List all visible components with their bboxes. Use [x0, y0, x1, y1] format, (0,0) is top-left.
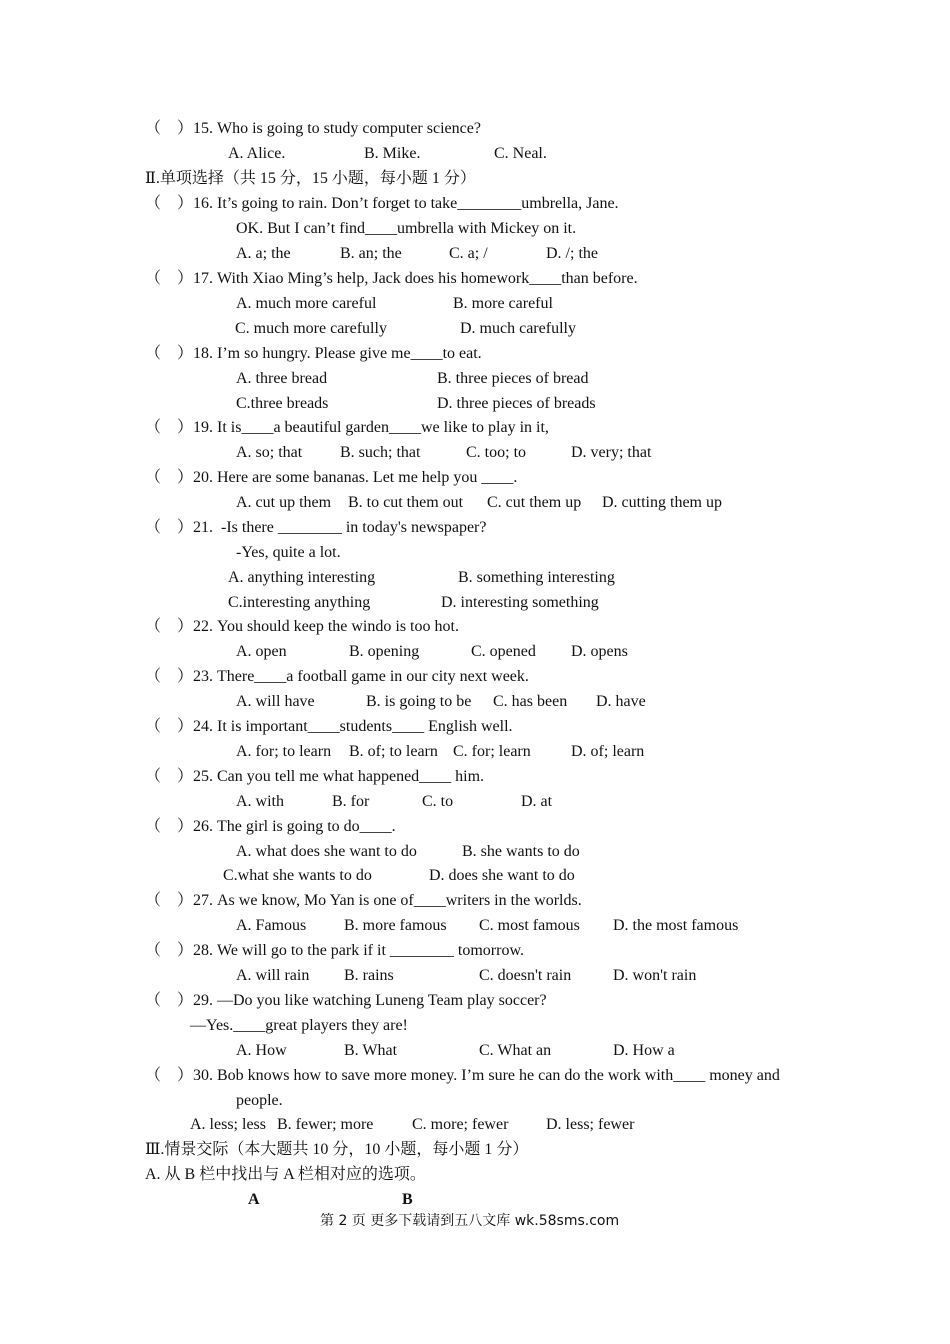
question-19: （ ）19. It is____a beautiful garden____we like to play in it,	[145, 419, 549, 436]
q27-option-d: D. the most famous	[613, 917, 739, 934]
question-18: （ ）18. I’m so hungry. Please give me____to eat.	[145, 345, 482, 362]
q17-option-d: D. much carefully	[460, 320, 576, 337]
q28-option-d: D. won't rain	[613, 967, 697, 984]
q20-option-d: D. cutting them up	[602, 494, 722, 511]
question-20: （ ）20. Here are some bananas. Let me help you ____.	[145, 469, 518, 486]
q28-option-a: A. will rain	[236, 967, 310, 984]
q17-option-b: B. more careful	[453, 295, 553, 312]
q25-option-d: D. at	[521, 793, 553, 810]
question-24: （ ）24. It is important____students____ English well.	[145, 718, 513, 735]
q20-option-c: C. cut them up	[487, 494, 582, 511]
q30-second-line: people.	[236, 1092, 283, 1109]
question-25: （ ）25. Can you tell me what happened____ him.	[145, 768, 485, 785]
q23-option-c: C. has been	[493, 693, 568, 710]
q28-option-b: B. rains	[344, 967, 394, 984]
question-26: （ ）26. The girl is going to do____.	[145, 818, 396, 835]
q18-option-b: B. three pieces of bread	[437, 370, 589, 387]
q21-second-line: -Yes, quite a lot.	[236, 544, 341, 561]
question-29: （ ）29. —Do you like watching Luneng Team play soccer?	[145, 992, 547, 1009]
column-b-header: B	[402, 1191, 413, 1208]
q27-option-c: C. most famous	[479, 917, 580, 934]
q27-option-a: A. Famous	[236, 917, 307, 934]
question-17: （ ）17. With Xiao Ming’s help, Jack does his homework____than before.	[145, 270, 638, 287]
q25-option-a: A. with	[236, 793, 284, 810]
q29-option-d: D. How a	[613, 1042, 675, 1059]
q19-option-c: C. too; to	[466, 444, 527, 461]
q29-option-c: C. What an	[479, 1042, 552, 1059]
question-22: （ ）22. You should keep the windo is too hot.	[145, 618, 459, 635]
q15-option-b: B. Mike.	[364, 145, 421, 162]
q19-option-b: B. such; that	[340, 444, 421, 461]
q17-option-c: C. much more carefully	[235, 320, 387, 337]
q15-option-c: C. Neal.	[494, 145, 547, 162]
q19-option-a: A. so; that	[236, 444, 303, 461]
q24-option-a: A. for; to learn	[236, 743, 332, 760]
q23-option-a: A. will have	[236, 693, 315, 710]
q21-option-c: C.interesting anything	[228, 594, 371, 611]
q24-option-b: B. of; to learn	[349, 743, 438, 760]
q20-option-b: B. to cut them out	[348, 494, 464, 511]
q30-option-d: D. less; fewer	[546, 1116, 635, 1133]
q23-option-d: D. have	[596, 693, 646, 710]
q15-option-a: A. Alice.	[228, 145, 286, 162]
column-a-header: A	[248, 1191, 260, 1208]
question-21: （ ）21. -Is there ________ in today's newspaper?	[145, 519, 487, 536]
q21-option-d: D. interesting something	[441, 594, 599, 611]
q25-option-b: B. for	[332, 793, 370, 810]
q26-option-d: D. does she want to do	[429, 867, 575, 884]
q26-option-a: A. what does she want to do	[236, 843, 417, 860]
q29-second-line: —Yes.____great players they are!	[190, 1017, 408, 1034]
q16-option-b: B. an; the	[340, 245, 402, 262]
q30-option-a: A. less; less	[190, 1116, 266, 1133]
q26-option-c: C.what she wants to do	[223, 867, 372, 884]
q17-option-a: A. much more careful	[236, 295, 377, 312]
page-footer: 第 2 页 更多下载请到五八文库 wk.58sms.com	[320, 1213, 620, 1229]
q23-option-b: B. is going to be	[366, 693, 472, 710]
question-30: （ ）30. Bob knows how to save more money. I’m sure he can do the work with____ money and	[145, 1067, 780, 1084]
section-3a-instruction: A. 从 B 栏中找出与 A 栏相对应的选项。	[145, 1166, 426, 1183]
section-3-heading: Ⅲ.情景交际（本大题共 10 分，10 小题，每小题 1 分）	[145, 1141, 529, 1158]
q16-option-c: C. a; /	[449, 245, 488, 262]
q16-option-d: D. /; the	[546, 245, 598, 262]
q16-second-line: OK. But I can’t find____umbrella with Mickey on it.	[236, 220, 577, 237]
q25-option-c: C. to	[422, 793, 454, 810]
q27-option-b: B. more famous	[344, 917, 447, 934]
q22-option-a: A. open	[236, 643, 287, 660]
q18-option-d: D. three pieces of breads	[437, 395, 596, 412]
q22-option-c: C. opened	[471, 643, 536, 660]
q26-option-b: B. she wants to do	[462, 843, 580, 860]
q24-option-d: D. of; learn	[571, 743, 645, 760]
q29-option-b: B. What	[344, 1042, 398, 1059]
q20-option-a: A. cut up them	[236, 494, 332, 511]
q16-option-a: A. a; the	[236, 245, 291, 262]
q30-option-c: C. more; fewer	[412, 1116, 509, 1133]
q21-option-b: B. something interesting	[458, 569, 615, 586]
question-16: （ ）16. It’s going to rain. Don’t forget to take________umbrella, Jane.	[145, 195, 619, 212]
section-2-heading: Ⅱ.单项选择（共 15 分，15 小题，每小题 1 分）	[145, 170, 476, 187]
q18-option-a: A. three bread	[236, 370, 328, 387]
question-15: （ ）15. Who is going to study computer science?	[145, 120, 481, 137]
q22-option-d: D. opens	[571, 643, 628, 660]
q18-option-c: C.three breads	[236, 395, 329, 412]
q22-option-b: B. opening	[349, 643, 420, 660]
q24-option-c: C. for; learn	[453, 743, 531, 760]
q29-option-a: A. How	[236, 1042, 287, 1059]
question-23: （ ）23. There____a football game in our city next week.	[145, 668, 529, 685]
q28-option-c: C. doesn't rain	[479, 967, 572, 984]
q30-option-b: B. fewer; more	[277, 1116, 374, 1133]
question-27: （ ）27. As we know, Mo Yan is one of____writers in the worlds.	[145, 892, 582, 909]
q19-option-d: D. very; that	[571, 444, 652, 461]
question-28: （ ）28. We will go to the park if it ________ tomorrow.	[145, 942, 524, 959]
q21-option-a: A. anything interesting	[228, 569, 376, 586]
